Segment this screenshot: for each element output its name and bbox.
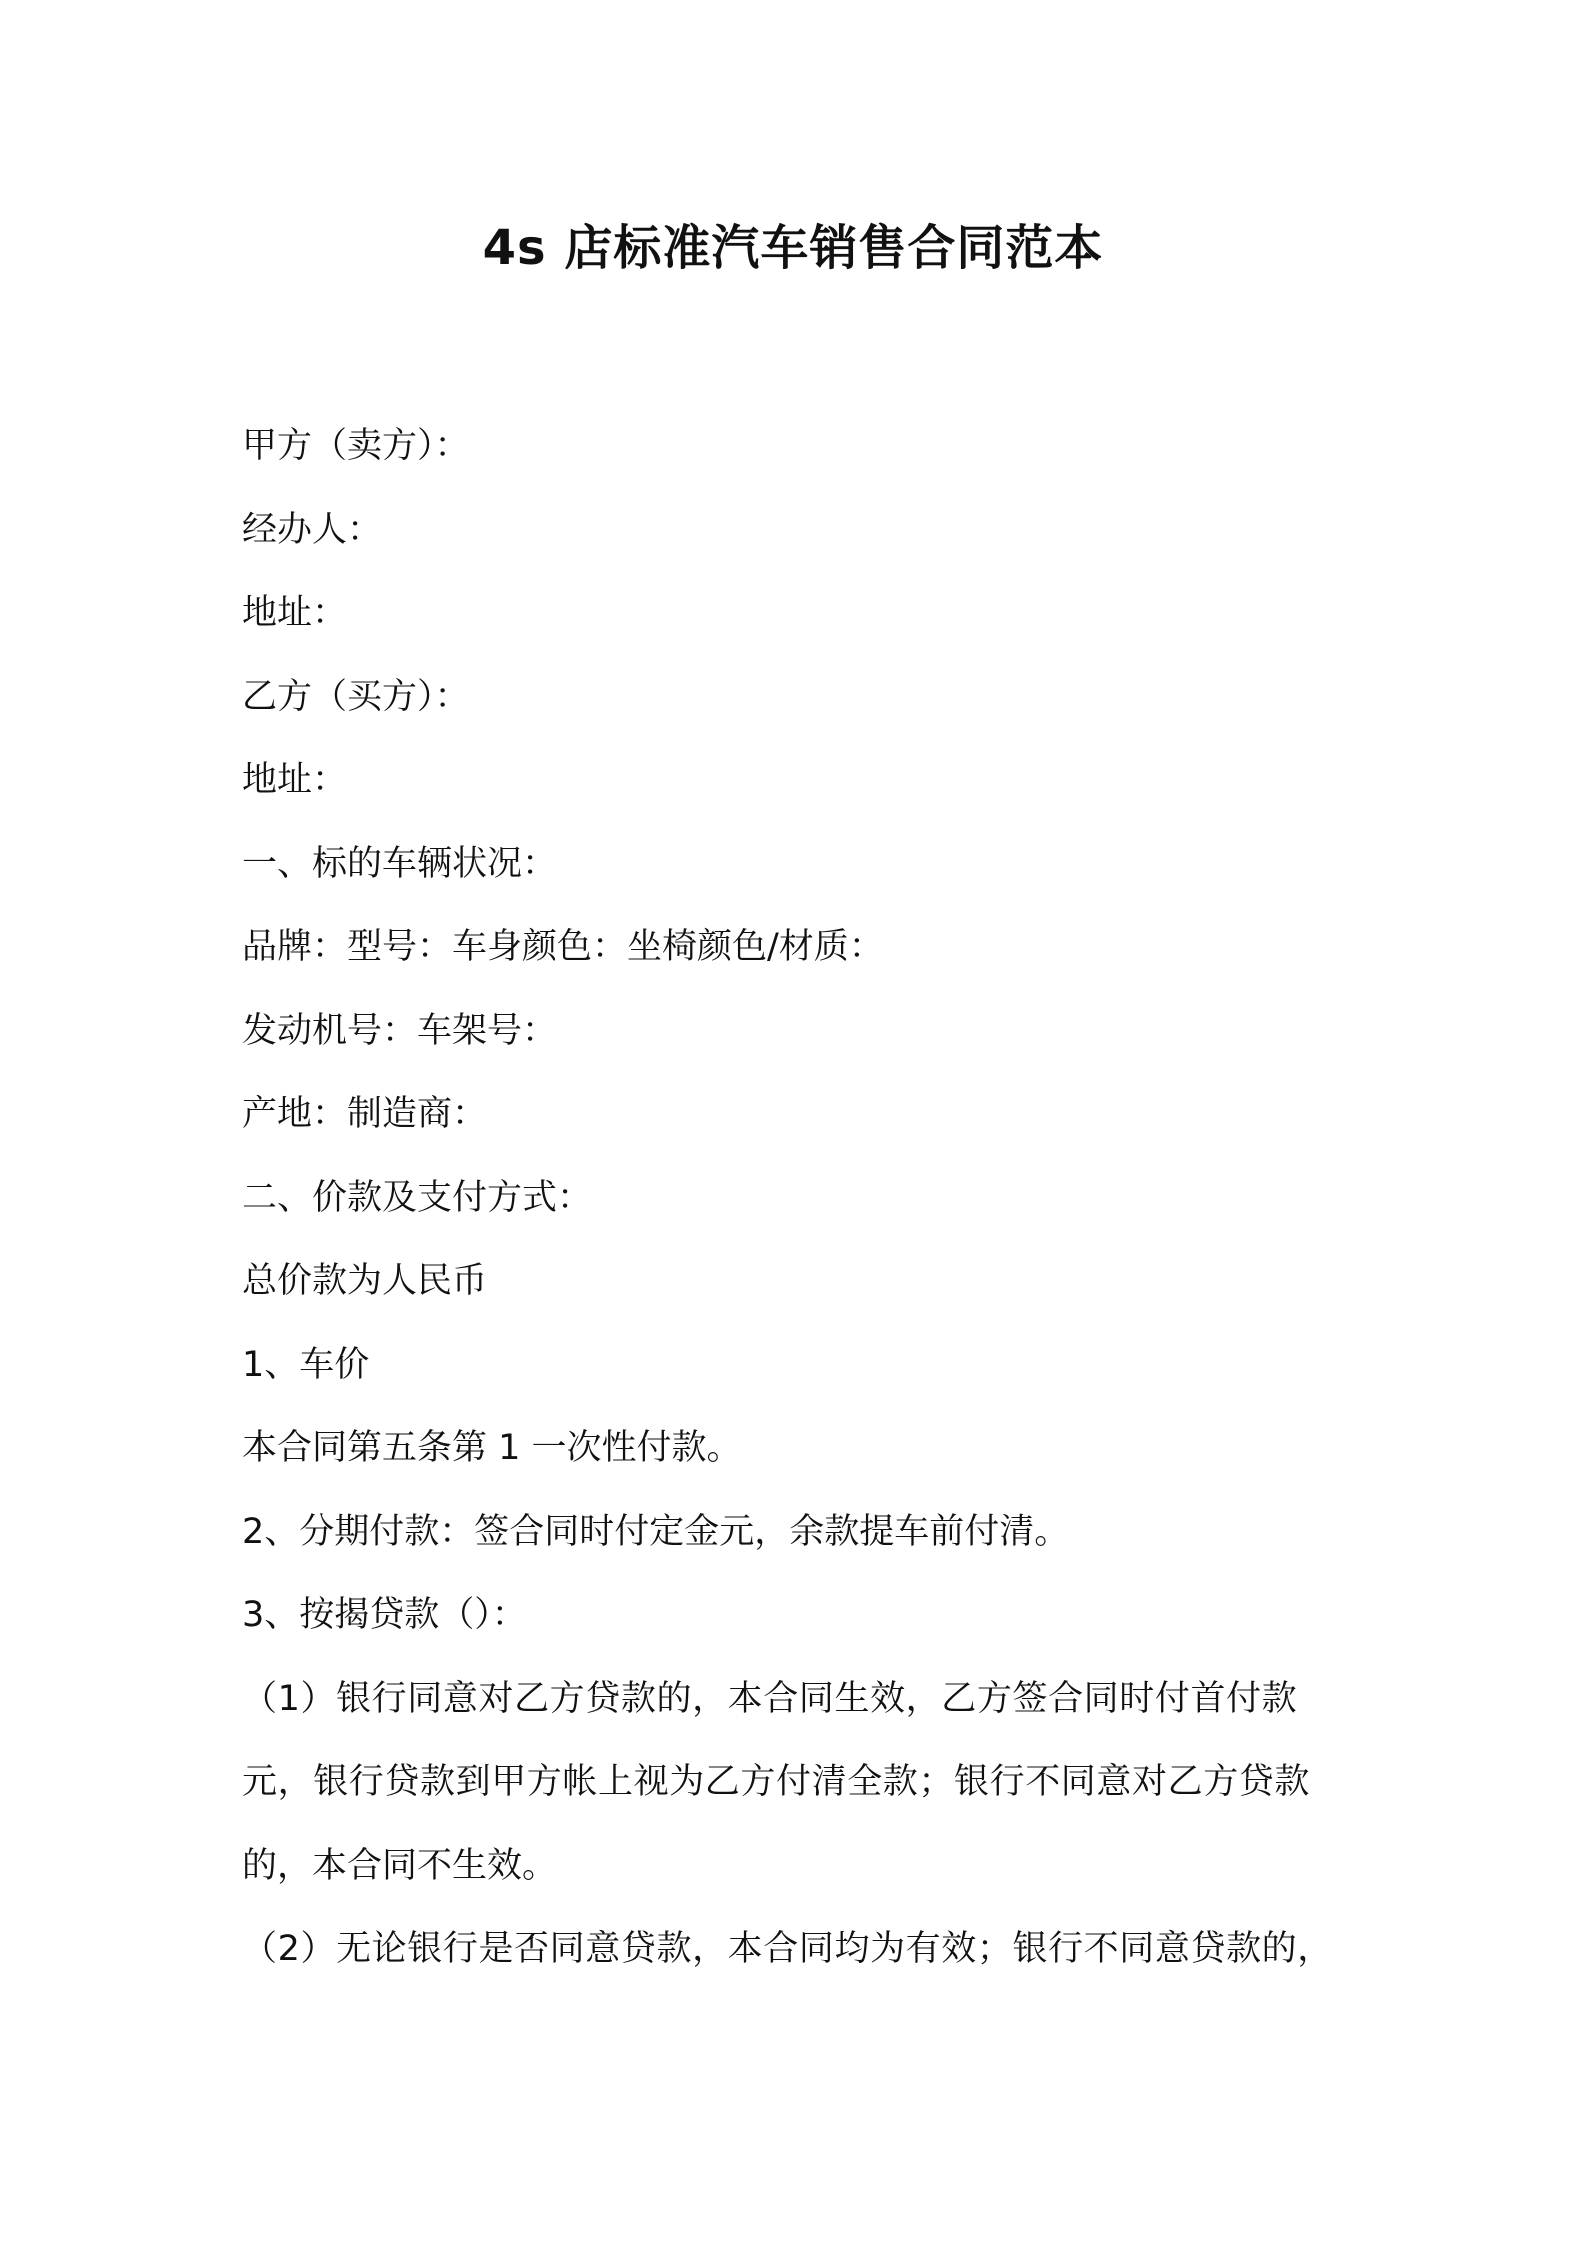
item-1-car-price: 1、车价 xyxy=(242,1344,370,1385)
document-title: 4s 店标准汽车销售合同范本 xyxy=(482,220,1104,276)
party-a-seller-line: 甲方（卖方）： xyxy=(242,426,470,466)
total-price-line: 总价款为人民币 xyxy=(242,1261,488,1301)
engine-frame-line: 发动机号：车架号： xyxy=(242,1010,558,1051)
item-3-mortgage: 3、按揭贷款（）： xyxy=(242,1595,527,1635)
clause-1-line-3: 的，本合同不生效。 xyxy=(242,1845,558,1886)
handler-line: 经办人： xyxy=(242,509,383,550)
party-b-address-line: 地址： xyxy=(242,760,348,800)
clause-2-line-1: （2）无论银行是否同意贷款，本合同均为有效；银行不同意贷款的， xyxy=(242,1929,1333,1969)
item-2-installment: 2、分期付款：签合同时付定金元，余款提车前付清。 xyxy=(242,1511,1070,1552)
section-1-heading: 一、标的车辆状况： xyxy=(242,843,558,884)
section-2-heading: 二、价款及支付方式： xyxy=(242,1177,593,1218)
vehicle-brand-line: 品牌：型号：车身颜色：坐椅颜色/材质： xyxy=(242,927,884,967)
origin-manufacturer-line: 产地：制造商： xyxy=(242,1094,488,1134)
clause-1-line-2: 元，银行贷款到甲方帐上视为乙方付清全款；银行不同意对乙方贷款 xyxy=(242,1762,1311,1802)
lump-sum-line: 本合同第五条第 1 一次性付款。 xyxy=(242,1428,742,1468)
party-b-buyer-line: 乙方（买方）： xyxy=(242,676,470,717)
clause-1-line-1: （1）银行同意对乙方贷款的，本合同生效，乙方签合同时付首付款 xyxy=(242,1678,1298,1719)
document-body xyxy=(242,405,1362,1992)
party-a-address-line: 地址： xyxy=(242,593,348,633)
